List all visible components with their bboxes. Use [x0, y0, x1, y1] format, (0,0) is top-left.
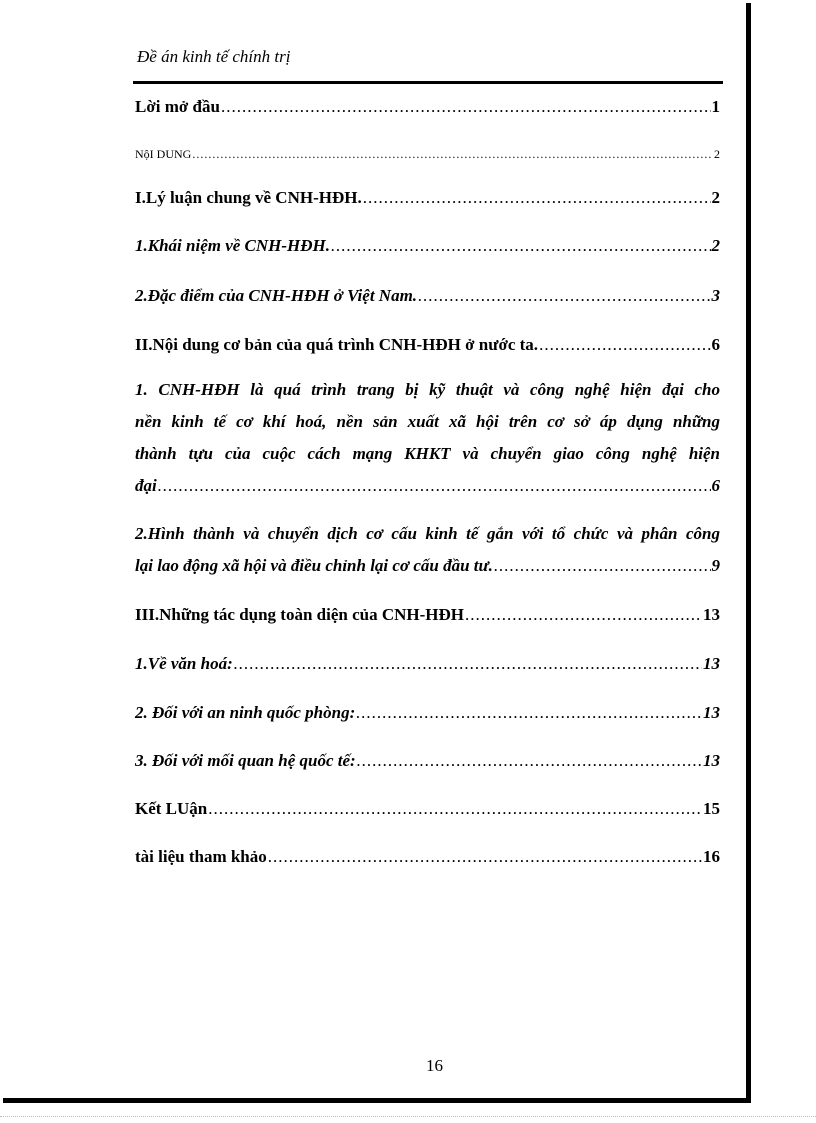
toc-label: I.Lý luận chung về CNH-HĐH. [135, 188, 362, 207]
toc-page-number: 16 [703, 847, 720, 866]
toc-label: đại [135, 476, 157, 495]
toc-leader [418, 286, 710, 306]
toc-page-number: 3 [711, 286, 720, 305]
toc-page-number: 13 [703, 703, 720, 722]
toc-entry-section-1-2[interactable] [135, 286, 720, 306]
toc-leader [494, 550, 711, 582]
toc-leader [363, 188, 711, 208]
toc-page-number: 13 [703, 605, 720, 624]
toc-page-number: 2 [711, 188, 720, 207]
toc-label: 3. Đối với mối quan hệ quốc tế: [135, 751, 356, 770]
toc-label: tài liệu tham khảo [135, 847, 267, 866]
toc-label: 2.Đặc điểm của CNH-HĐH ở Việt Nam. [135, 286, 418, 305]
header-divider [133, 81, 723, 84]
toc-leader [234, 654, 702, 674]
toc-page-number: 6 [711, 476, 720, 495]
toc-entry-content[interactable] [135, 144, 720, 164]
toc-page-number: 2 [714, 147, 720, 161]
toc-label: Kết LUận [135, 799, 208, 818]
toc-page-number: 13 [703, 654, 720, 673]
toc-leader [465, 605, 702, 625]
toc-entry-section-2-1[interactable] [135, 374, 720, 502]
toc-page-number: 6 [711, 335, 720, 354]
toc-leader [192, 144, 713, 164]
toc-entry-section-3-1[interactable] [135, 654, 720, 674]
toc-label-line: thành tựu của cuộc cách mạng KHKT và chuyển giao công nghệ hiện [135, 444, 720, 463]
footer-page-number: 16 [426, 1056, 443, 1075]
toc-label: II.Nội dung cơ bản của quá trình CNH-HĐH ở nước ta. [135, 335, 539, 354]
toc-entry-section-1-1[interactable] [135, 236, 720, 256]
toc-page-number: 1 [711, 97, 720, 116]
toc-label: NộI DUNG [135, 147, 192, 161]
toc-entry-conclusion[interactable] [135, 799, 720, 819]
toc-label: 1.Về văn hoá: [135, 654, 233, 673]
toc-entry-section-2[interactable] [135, 335, 720, 355]
toc-page-number: 2 [711, 236, 720, 255]
toc-label: III.Những tác dụng toàn diện của CNH-HĐH [135, 605, 465, 624]
toc-leader [539, 335, 710, 355]
toc-label-line: nền kinh tế cơ khí hoá, nền sản xuất xã hội trên cơ sở áp dụng những [135, 412, 720, 431]
toc-label: lại lao động xã hội và điều chỉnh lại cơ cấu đầu tư. [135, 556, 493, 575]
page-border-shadow-bottom [3, 1098, 751, 1103]
page-bottom-dotted-line [0, 1116, 816, 1117]
toc-leader [221, 97, 711, 117]
toc-leader [158, 470, 711, 502]
toc-leader [208, 799, 702, 819]
toc-label: Lời mở đầu [135, 97, 220, 116]
toc-page-number: 9 [711, 556, 720, 575]
toc-page-number: 15 [703, 799, 720, 818]
toc-label: 1.Khái niệm về CNH-HĐH. [135, 236, 331, 255]
toc-entry-section-3-2[interactable] [135, 703, 720, 723]
toc-page-number: 13 [703, 751, 720, 770]
toc-entry-intro[interactable] [135, 97, 720, 117]
toc-entry-section-3-3[interactable] [135, 751, 720, 771]
toc-label-line: 2.Hình thành và chuyển dịch cơ cấu kinh tế gắn với tổ chức và phân công [135, 524, 720, 543]
toc-label: 2. Đối với an ninh quốc phòng: [135, 703, 356, 722]
toc-entry-section-1[interactable] [135, 188, 720, 208]
toc-label-line: 1. CNH-HĐH là quá trình trang bị kỹ thuật và công nghệ hiện đại cho [135, 380, 720, 399]
page-border-shadow-right [746, 3, 751, 1103]
toc-leader [356, 703, 702, 723]
toc-leader [331, 236, 710, 256]
toc-leader [357, 751, 702, 771]
toc-entry-section-2-2[interactable] [135, 518, 720, 582]
toc-entry-references[interactable] [135, 847, 720, 867]
running-header: Đề án kinh tế chính trị [137, 47, 291, 66]
toc-entry-section-3[interactable] [135, 605, 720, 625]
toc-leader [268, 847, 702, 867]
